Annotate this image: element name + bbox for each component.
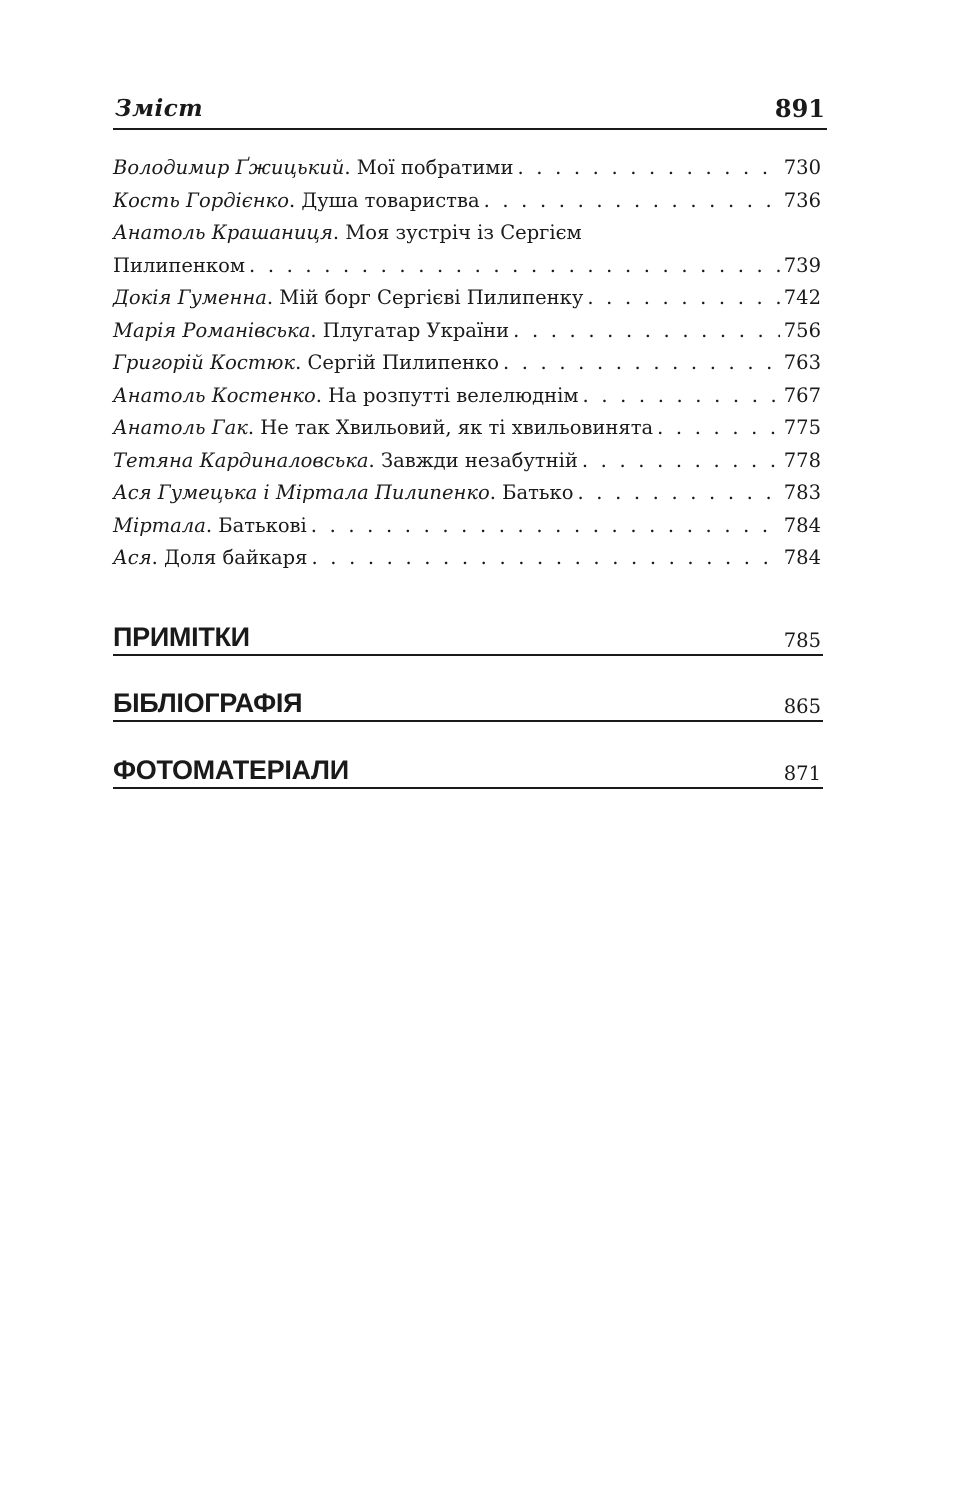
toc-entry[interactable]: Анатоль Крашаниця . Моя зустріч із Сергієм Пилипенком . . . 739 (113, 217, 821, 282)
running-head (113, 94, 827, 130)
table-of-contents (113, 152, 821, 575)
leader-dots (583, 380, 780, 413)
toc-entry[interactable]: Анатоль Костенко . На розпутті велелюднім . . . 767 (113, 380, 821, 413)
toc-entry[interactable]: Кость Гордієнко . Душа товариства . . . 736 (113, 185, 821, 218)
entry-page: 778 (783, 448, 821, 472)
leader-dots (582, 445, 780, 478)
leader-dots (657, 412, 780, 445)
entry-author: Анатоль Крашаниця (113, 221, 333, 244)
leader-dots (311, 510, 780, 543)
entry-title: Мої побратими (356, 156, 514, 179)
section-photos[interactable] (113, 751, 823, 789)
leader-dots (311, 542, 779, 575)
entry-page: 767 (783, 383, 821, 407)
entry-author: Ася Гумецька і Міртала Пилипенко (113, 481, 490, 504)
leader-dots (513, 315, 780, 348)
entry-page: 784 (783, 513, 821, 537)
entry-title: Мій борг Сергієві Пилипенку (279, 286, 584, 309)
entry-page: 736 (783, 188, 821, 212)
entry-page: 730 (783, 156, 821, 179)
entry-title: Завжди незабутній (380, 448, 578, 472)
leader-dots (503, 347, 780, 380)
leader-dots (249, 250, 780, 283)
entry-title: Моя зустріч із Сергієм (345, 221, 582, 244)
entry-author: Міртала (113, 513, 206, 537)
entry-title: Сергій Пилипенко (307, 351, 499, 374)
section-page: 871 (783, 762, 821, 785)
entry-author: Ася (113, 546, 152, 569)
entry-author: Анатоль Гак (113, 416, 248, 439)
toc-entry[interactable]: Докія Гуменна . Мій борг Сергієві Пилипенку . . . 742 (113, 282, 821, 315)
entry-title: Батькові (218, 513, 307, 537)
entry-title: На розпутті велелюднім (328, 383, 579, 407)
toc-entry[interactable]: Ася . Доля байкаря . . . 784 (113, 542, 821, 575)
entry-title: Душа товариства (301, 188, 480, 212)
entry-page: 742 (783, 286, 821, 309)
entry-page: 784 (783, 546, 821, 569)
leader-dots (484, 185, 780, 218)
entry-author: Марія Романівська (113, 318, 311, 342)
leader-dots (587, 282, 779, 315)
entry-page: 783 (783, 481, 821, 504)
section-page: 785 (783, 629, 821, 652)
section-title: БІБЛІОГРАФІЯ (113, 688, 303, 718)
toc-entry[interactable]: Тетяна Кардиналовська . Завжди незабутній . . . 778 (113, 445, 821, 478)
leader-dots (517, 152, 779, 185)
section-notes[interactable] (113, 618, 823, 656)
entry-author: Докія Гуменна (113, 286, 267, 309)
toc-entry[interactable]: Володимир Ґжицький . Мої побратими . . . 730 (113, 152, 821, 185)
entry-title: Плугатар України (322, 318, 510, 342)
entry-page: 739 (783, 253, 821, 277)
entry-author: Кость Гордієнко (113, 188, 289, 212)
entry-title-continued: Пилипенком (113, 253, 246, 277)
leader-dots (577, 477, 779, 510)
section-title: ФОТОМАТЕРІАЛИ (113, 755, 349, 785)
section-page: 865 (783, 695, 821, 718)
entry-page: 775 (783, 416, 821, 439)
entry-page: 763 (783, 351, 821, 374)
toc-entry[interactable]: Анатоль Гак . Не так Хвильовий, як ті хвильовинята . . . 775 (113, 412, 821, 445)
entry-title: Доля байкаря (164, 546, 308, 569)
entry-author: Григорій Костюк (113, 351, 296, 374)
running-head-title: Зміст (115, 95, 204, 122)
section-title: ПРИМІТКИ (113, 622, 250, 652)
entry-author: Анатоль Костенко (113, 383, 316, 407)
entry-title: Не так Хвильовий, як ті хвильовинята (260, 416, 654, 439)
toc-entry[interactable]: Григорій Костюк . Сергій Пилипенко . . . 763 (113, 347, 821, 380)
toc-entry[interactable]: Міртала . Батькові . . . 784 (113, 510, 821, 543)
entry-author: Володимир Ґжицький (113, 156, 345, 179)
entry-author: Тетяна Кардиналовська (113, 448, 369, 472)
toc-entry[interactable]: Марія Романівська . Плугатар України . . . 756 (113, 315, 821, 348)
section-bibliography[interactable] (113, 684, 823, 722)
entry-title: Батько (502, 481, 574, 504)
toc-entry[interactable]: Ася Гумецька і Міртала Пилипенко . Батько . . . 783 (113, 477, 821, 510)
page-number: 891 (774, 94, 825, 123)
entry-page: 756 (783, 318, 821, 342)
